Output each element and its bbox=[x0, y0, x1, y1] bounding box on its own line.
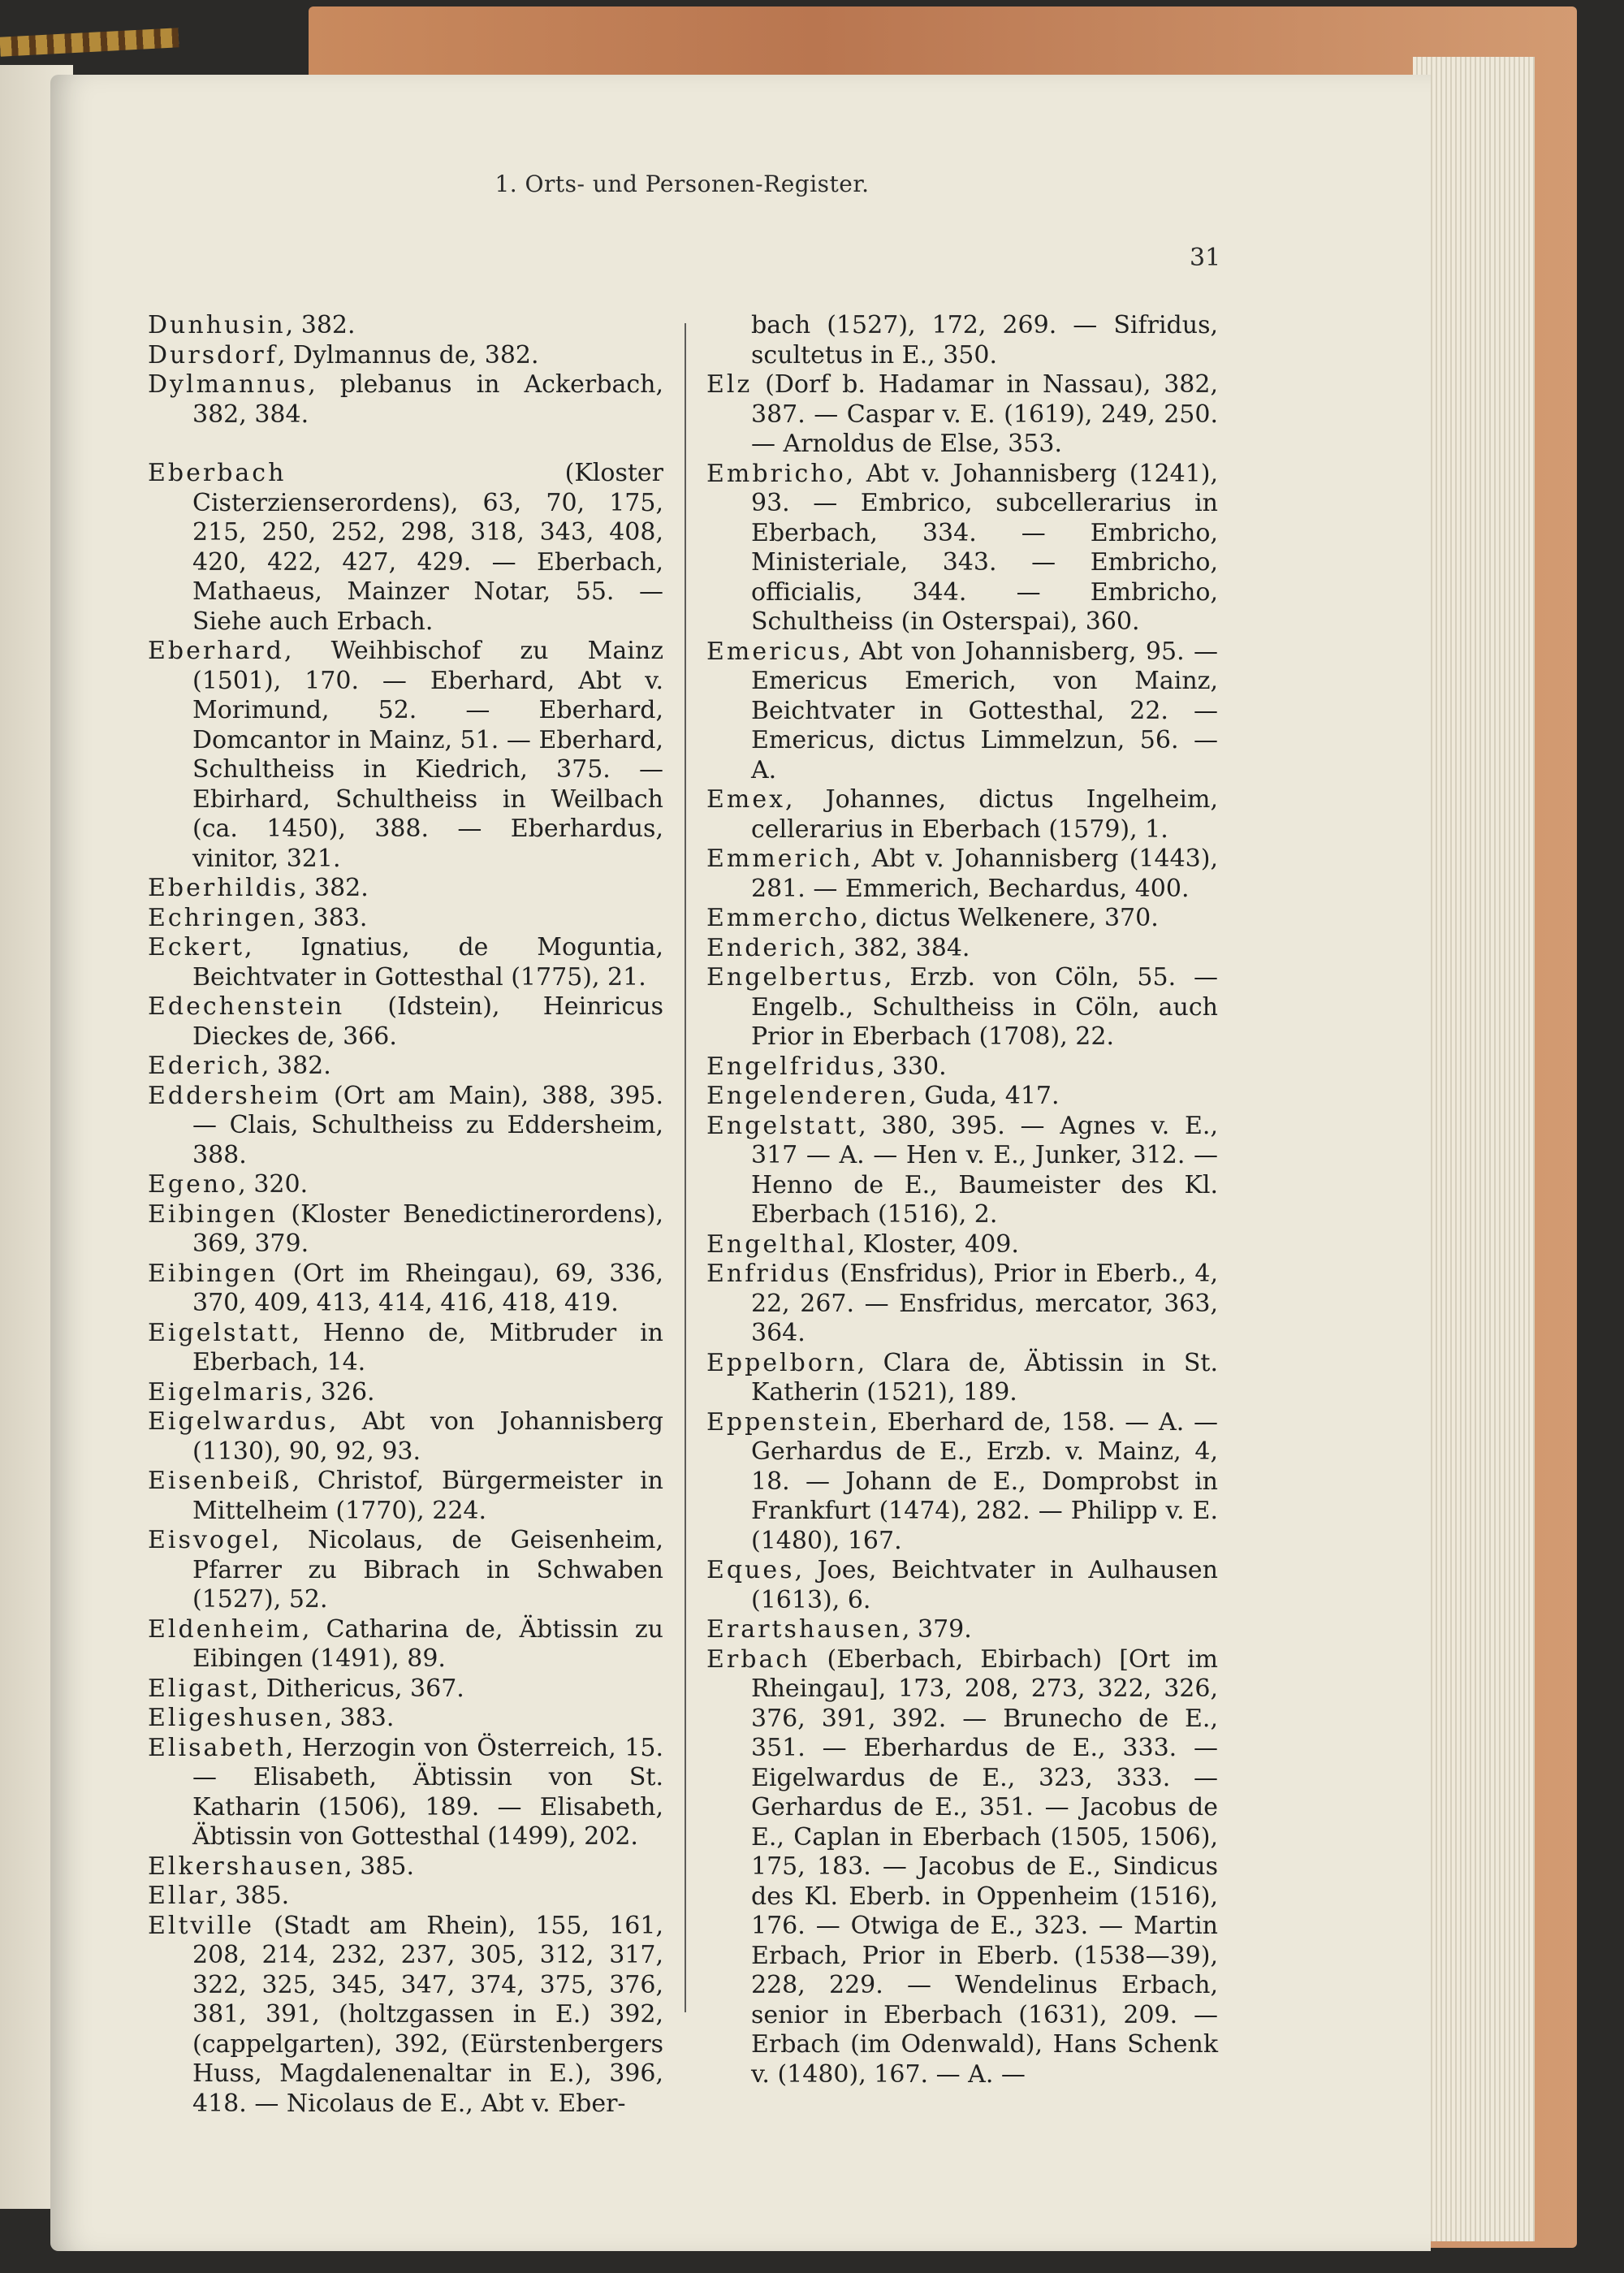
index-entry bbox=[148, 1052, 663, 1082]
entry-text: , Ignatius, de Moguntia, Beichtvater in Gottesthal (1775), 21. bbox=[192, 933, 663, 992]
entry-keyword: Enderich bbox=[706, 933, 839, 962]
entry-text: , Clara de, Äbtissin in St. Katherin (1521), 189. bbox=[751, 1348, 1218, 1407]
entry-keyword: Eldenheim bbox=[148, 1614, 302, 1644]
entry-keyword: Elz bbox=[706, 370, 753, 399]
entry-text: , 326. bbox=[304, 1377, 375, 1407]
entry-text: , Henno de, Mitbruder in Eberbach, 14. bbox=[192, 1318, 663, 1376]
index-entry bbox=[148, 1734, 663, 1852]
entry-keyword: Egeno bbox=[148, 1170, 239, 1199]
entry-text: , Abt v. Johannisberg (1443), 281. — Emmerich, Bechardus, 400. bbox=[751, 845, 1218, 903]
entry-text: , 382. bbox=[261, 1052, 331, 1080]
entry-keyword: Eibingen bbox=[148, 1199, 278, 1229]
index-entry bbox=[148, 1912, 663, 2120]
index-entry bbox=[706, 1408, 1218, 1557]
running-header: 1. Orts- und Personen-Register. bbox=[495, 171, 870, 197]
entry-text: , 320. bbox=[238, 1170, 309, 1199]
index-entry bbox=[148, 1260, 663, 1319]
index-entry bbox=[148, 1852, 663, 1882]
index-entry bbox=[706, 1556, 1218, 1615]
index-entry bbox=[706, 1082, 1218, 1112]
index-entry bbox=[706, 1615, 1218, 1645]
index-entry bbox=[706, 1645, 1218, 2090]
entry-keyword: Dunhusin bbox=[148, 311, 286, 339]
entry-keyword: Eddersheim bbox=[148, 1081, 321, 1110]
index-entry bbox=[706, 1112, 1218, 1230]
entry-keyword: Erartshausen bbox=[706, 1615, 902, 1644]
index-entry bbox=[148, 1882, 663, 1912]
entry-keyword: Embricho bbox=[706, 459, 846, 488]
entry-text: , Catharina de, Äbtissin zu Eibingen (1491), 89. bbox=[192, 1614, 663, 1673]
entry-text: , 380, 395. — Agnes v. E., 317 — A. — Hen v. E., Junker, 312. — Henno de E., Baumeister des Kl. Eberbach (1516), 2. bbox=[751, 1111, 1218, 1229]
index-entry bbox=[148, 459, 663, 637]
entry-keyword: Eibingen bbox=[148, 1259, 278, 1288]
index-entry bbox=[148, 1467, 663, 1526]
entry-keyword: Emmercho bbox=[706, 904, 861, 932]
entry-keyword: Ellar bbox=[148, 1882, 220, 1910]
entry-keyword: Ederich bbox=[148, 1052, 261, 1080]
entry-text: , 382. bbox=[285, 311, 356, 339]
index-entry bbox=[148, 933, 663, 992]
entry-text: (Ort im Rheingau), 69, 336, 370, 409, 413, 414, 416, 418, 419. bbox=[192, 1259, 663, 1317]
entry-keyword: Eberbach bbox=[148, 459, 287, 487]
entry-keyword: Eppenstein bbox=[706, 1407, 870, 1437]
entry-text: , Herzogin von Österreich, 15. — Elisabeth, Äbtissin von St. Katharin (1506), 189. — Elisabeth, Äbtissin von Gottesthal (1499), 202. bbox=[192, 1733, 663, 1851]
entry-keyword: Elkershausen bbox=[148, 1852, 345, 1881]
entry-text: , 382. bbox=[298, 874, 369, 902]
entry-keyword: Edechenstein bbox=[148, 992, 345, 1021]
entry-keyword: Eppelborn bbox=[706, 1348, 857, 1377]
entry-text: , plebanus in Ackerbach, 382, 384. bbox=[192, 370, 663, 429]
index-entry bbox=[148, 1675, 663, 1705]
entry-text: , Joes, Beichtvater in Aulhausen (1613), 6. bbox=[751, 1556, 1218, 1614]
entry-keyword: Enfridus bbox=[706, 1260, 832, 1288]
entry-keyword: Echringen bbox=[148, 903, 298, 932]
entry-text: (Stadt am Rhein), 155, 161, 208, 214, 232, 237, 305, 312, 317, 322, 325, 345, 347, 374, 375, 376, 381, 391, (holtzgassen in E.) 392, (cappelgarten), 392, (Eürstenbergers Huss, Magdalenenaltar in E.), 396, 418. — Nicolaus de E., Abt v. Eber- bbox=[192, 1911, 663, 2118]
entry-keyword: Engelthal bbox=[706, 1229, 848, 1259]
index-entry bbox=[148, 370, 663, 430]
index-entry bbox=[706, 1349, 1218, 1408]
entry-text: , Abt von Johannisberg, 95. — Emericus Emerich, von Mainz, Beichtvater in Gottesthal, 22. — Emericus, dictus Limmelzun, 56. — A. bbox=[751, 637, 1218, 784]
entry-keyword: Eigelmaris bbox=[148, 1377, 305, 1407]
entry-text: , Weihbischof zu Mainz (1501), 170. — Eberhard, Abt v. Morimund, 52. — Eberhard, Domcantor in Mainz, 51. — Eberhard, Schultheiss in Kiedrich, 375. — Ebirhard, Schultheiss in Weilbach (ca. 1450), 388. — Eberhardus, vinitor, 321. bbox=[192, 637, 663, 873]
entry-keyword: Engelfridus bbox=[706, 1052, 877, 1081]
right-column bbox=[706, 311, 1218, 2089]
entry-keyword: Eigelwardus bbox=[148, 1407, 329, 1436]
index-entry bbox=[148, 311, 663, 341]
entry-keyword: Eberhard bbox=[148, 637, 284, 665]
index-entry bbox=[148, 1319, 663, 1378]
entry-keyword: Dylmannus bbox=[148, 370, 309, 399]
index-entry bbox=[148, 1704, 663, 1734]
index-entry bbox=[148, 637, 663, 874]
index-entry bbox=[706, 460, 1218, 637]
index-entry bbox=[148, 1200, 663, 1260]
index-entry bbox=[706, 934, 1218, 964]
entry-keyword: Emericus bbox=[706, 637, 843, 666]
entry-text: , Dithericus, 367. bbox=[250, 1674, 464, 1703]
entry-text: , Guda, 417. bbox=[909, 1082, 1060, 1110]
index-entry bbox=[148, 1082, 663, 1171]
entry-text: bach (1527), 172, 269. — Sifridus, scultetus in E., 350. bbox=[751, 311, 1218, 369]
entry-keyword: Eltville bbox=[148, 1911, 255, 1940]
entry-keyword: Eckert bbox=[148, 933, 245, 961]
index-entry bbox=[148, 874, 663, 904]
index-entry bbox=[706, 1052, 1218, 1082]
entry-keyword: Eques bbox=[706, 1556, 795, 1584]
index-entry bbox=[148, 1170, 663, 1200]
index-entry bbox=[706, 845, 1218, 904]
entry-text: , Abt von Johannisberg (1130), 90, 92, 93. bbox=[192, 1407, 663, 1466]
index-entry bbox=[706, 311, 1218, 370]
entry-keyword: Erbach bbox=[706, 1644, 810, 1674]
entry-keyword: Elisabeth bbox=[148, 1733, 286, 1762]
column-divider bbox=[685, 323, 686, 2012]
page-edges bbox=[1413, 57, 1535, 2241]
entry-text: (Kloster Cisterzienserordens), 63, 70, 175, 215, 250, 252, 298, 318, 343, 408, 420, 422, 427, 429. — Eberbach, Mathaeus, Mainzer Notar, 55. — Siehe auch Erbach. bbox=[192, 459, 663, 636]
index-entry bbox=[148, 992, 663, 1052]
entry-keyword: Emex bbox=[706, 785, 786, 814]
entry-text: , 383. bbox=[324, 1704, 395, 1732]
entry-text: , Nicolaus, de Geisenheim, Pfarrer zu Bibrach in Schwaben (1527), 52. bbox=[192, 1526, 663, 1614]
entry-text: , Christof, Bürgermeister in Mittelheim (1770), 224. bbox=[192, 1467, 663, 1525]
entry-text: (Idstein), Heinricus Dieckes de, 366. bbox=[192, 992, 663, 1051]
book-spine-bands bbox=[0, 28, 179, 56]
index-entry bbox=[706, 1260, 1218, 1349]
entry-text: (Eberbach, Ebirbach) [Ort im Rheingau], 173, 208, 273, 322, 326, 376, 391, 392. — Brunecho de E., 351. — Eberhardus de E., 333. — Eigelwardus de E., 323, 333. — Gerhardus de E., 351. — Jacobus de E., Caplan in Eberbach (1505, 1506), 175, 183. — Jacobus de E., Sindicus des Kl. Eberb. in Oppenheim (1516), 176. — Otwiga de E., 323. — Martin Erbach, Prior in Eberb. (1538—39), 228, 229. — Wendelinus Erbach, senior in Eberbach (1631), 209. — Erbach (im Odenwald), Hans Schenk v. (1480), 167. — A. — bbox=[751, 1644, 1218, 2089]
entry-text: (Ensfridus), Prior in Eberb., 4, 22, 267. — Ensfridus, mercator, 363, 364. bbox=[751, 1260, 1218, 1347]
index-entry bbox=[148, 1407, 663, 1467]
entry-text: , Dylmannus de, 382. bbox=[277, 340, 539, 369]
index-entry bbox=[148, 341, 663, 371]
index-entry bbox=[706, 785, 1218, 845]
entry-text: , 385. bbox=[344, 1852, 415, 1881]
index-entry bbox=[706, 963, 1218, 1052]
entry-keyword: Engelenderen bbox=[706, 1082, 909, 1110]
entry-keyword: Eigelstatt bbox=[148, 1318, 292, 1347]
entry-text: , 385. bbox=[219, 1882, 290, 1910]
entry-keyword: Eligast bbox=[148, 1674, 251, 1703]
index-entry bbox=[706, 637, 1218, 786]
index-entry bbox=[148, 904, 663, 934]
entry-text: , Erzb. von Cöln, 55. — Engelb., Schultheiss in Cöln, auch Prior in Eberbach (1708), 22. bbox=[751, 963, 1218, 1051]
entry-text: , 382, 384. bbox=[838, 933, 970, 962]
index-entry bbox=[148, 1526, 663, 1615]
index-entry bbox=[148, 1615, 663, 1675]
index-entry bbox=[706, 904, 1218, 934]
page-number: 31 bbox=[1190, 244, 1221, 272]
entry-keyword: Engelstatt bbox=[706, 1111, 859, 1140]
entry-keyword: Eisenbeiß bbox=[148, 1467, 292, 1495]
entry-keyword: Emmerich bbox=[706, 845, 853, 873]
index-entry bbox=[706, 370, 1218, 460]
entry-text: , 383. bbox=[297, 903, 368, 932]
entry-keyword: Eberhildis bbox=[148, 874, 299, 902]
entry-text: , 330. bbox=[876, 1052, 947, 1081]
entry-text: , 379. bbox=[901, 1615, 972, 1644]
entry-text: , Kloster, 409. bbox=[847, 1229, 1019, 1259]
entry-text: , Abt v. Johannisberg (1241), 93. — Embrico, subcellerarius in Eberbach, 334. — Embricho, Ministeriale, 343. — Embricho, officialis, 344. — Embricho, Schultheiss (in Osterspai), 360. bbox=[751, 459, 1218, 636]
entry-keyword: Dursdorf bbox=[148, 340, 278, 369]
entry-keyword: Eisvogel bbox=[148, 1526, 272, 1554]
left-column bbox=[148, 311, 663, 2119]
entry-text: (Dorf b. Hadamar in Nassau), 382, 387. — Caspar v. E. (1619), 249, 250. — Arnoldus de Else, 353. bbox=[751, 370, 1218, 458]
entry-text: (Ort am Main), 388, 395. — Clais, Schultheiss zu Eddersheim, 388. bbox=[192, 1081, 663, 1169]
entry-keyword: Engelbertus bbox=[706, 963, 884, 992]
entry-text: , dictus Welkenere, 370. bbox=[860, 904, 1159, 932]
index-entry bbox=[706, 1230, 1218, 1260]
entry-text: , Eberhard de, 158. — A. — Gerhardus de E., Erzb. v. Mainz, 4, 18. — Johann de E., Domprobst in Frankfurt (1474), 282. — Philipp v. E. (1480), 167. bbox=[751, 1407, 1218, 1555]
entry-text: (Kloster Benedictinerordens), 369, 379. bbox=[192, 1199, 663, 1258]
index-entry bbox=[148, 1378, 663, 1408]
entry-keyword: Eligeshusen bbox=[148, 1704, 325, 1732]
entry-text: , Johannes, dictus Ingelheim, cellerarius in Eberbach (1579), 1. bbox=[751, 785, 1218, 844]
